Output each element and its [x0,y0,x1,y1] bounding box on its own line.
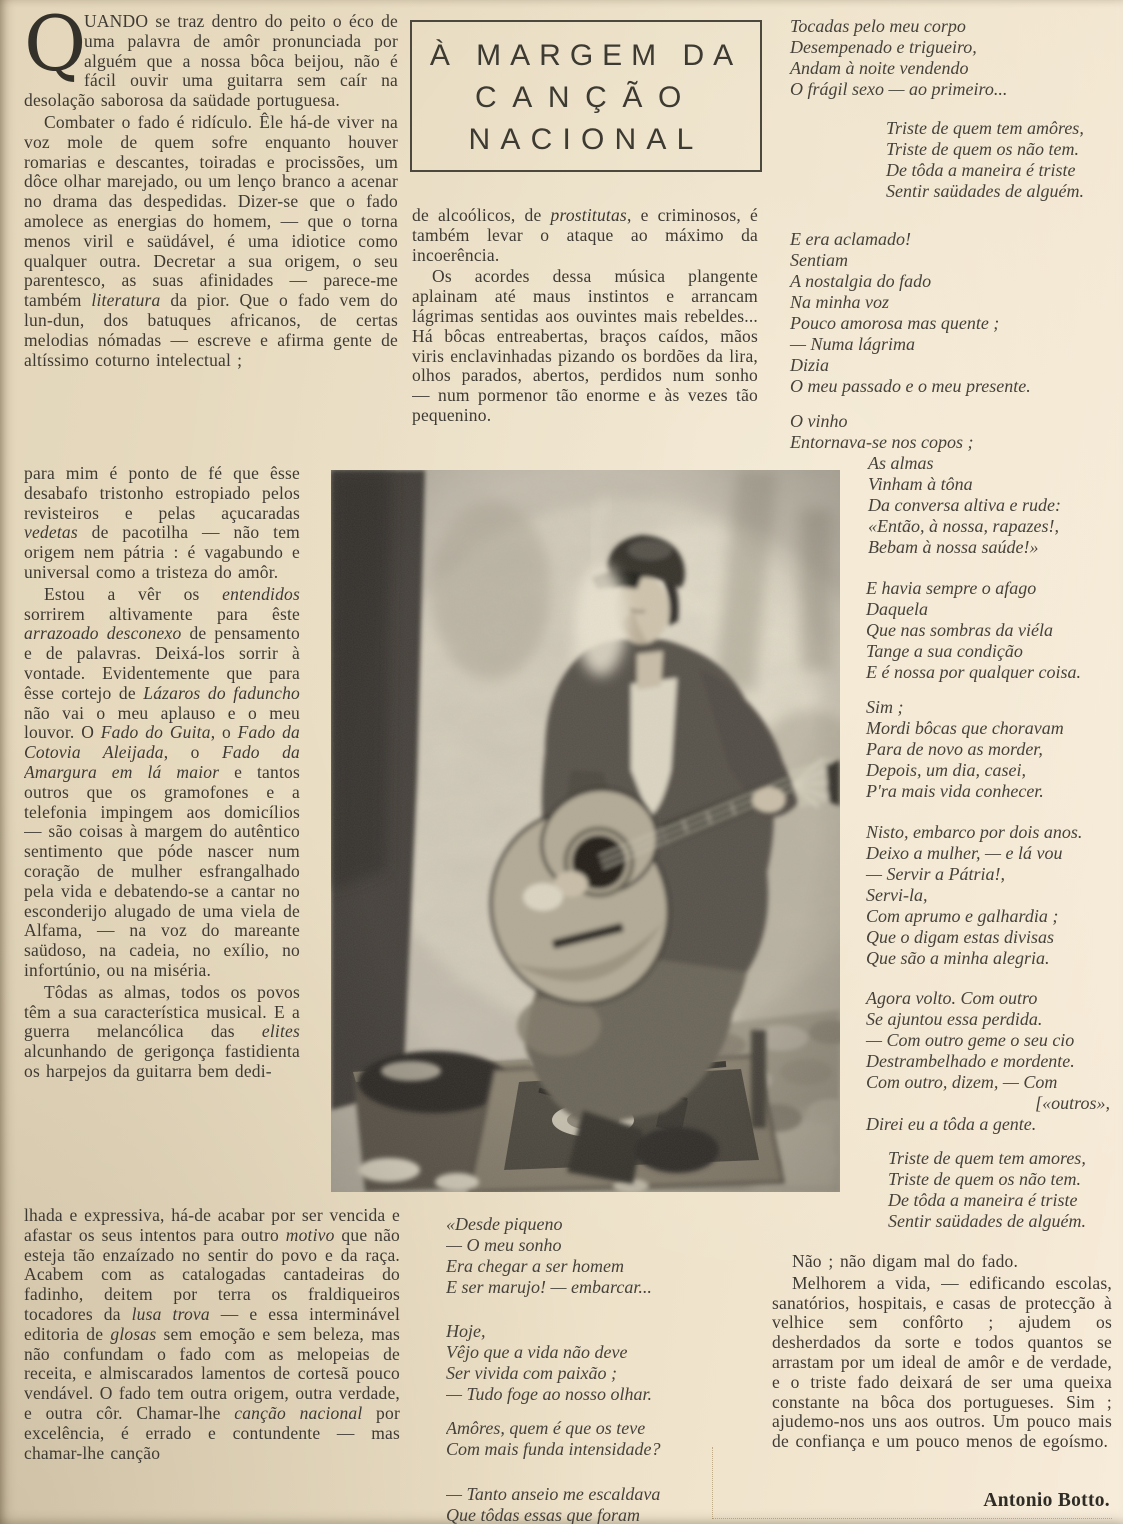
poem-line: E ser marujo! — embarcar... [446,1277,652,1297]
paragraph-estou: Estou a vêr os entendidos sorrirem altivamente para êste arrazoado desconexo de pensamento e de palavras. Deixá-los sorrir à vontade. Evidentemente que para êsse cortejo de Lázaros do faduncho não vai o meu aplauso e o meu louvor. O Fado do Guita, o Fado da Cotovia Aleijada, o Fado da Amargura em lá maior e tantos outros que os gramofones e a telefonia impingem aos domicílios — são coisas à margem do autêntico sentimento que póde nascer num coração de mulher esfrangalhado pela vida e debatendo-se a cantar no esconderijo alugado de uma viela de Alfama, — na voz do mareante saüdoso, na cadeia, no exílio, no infortúnio, ou na miséria. [24,583,300,980]
poem-line: Sim ; [866,697,904,717]
poem-line: Pouco amorosa mas quente ; [790,313,1000,333]
paragraph-todas: Tôdas as almas, todos os povos têm a sua característica musical. E a guerra melancólica das elites alcunhando de gerigonça fastidienta os harpejos da guitarra bem dedi- [24,981,300,1081]
poem-line: Tocadas pelo meu corpo [790,16,966,36]
poem-line: — Com outro geme o seu cio [866,1030,1075,1050]
poem-line: Que o digam estas divisas [866,927,1054,947]
center-poem-stanza-2 [446,1321,778,1405]
article-title-box [410,20,762,172]
poem-line: Com outro, dizem, — Com [866,1072,1058,1092]
poem-line: Triste de quem tem amôres, [886,118,1084,138]
poem-line: A nostalgia do fado [790,271,932,291]
center-poem-stanza-1 [446,1214,778,1298]
paragraph-acordes: Os acordes dessa música plangente aplainam até maus instintos e arrancam lágrimas sentidas aos ouvintes mais rebeldes... Há bôcas entreabertas, braços caídos, mãos viris enclavinhadas pizando os bordões da lira, olhos parados, abertos, perdidos num sonho — num pormenor tão enorme e às vezes tão pequenino. [412,266,758,425]
left-column-narrow [24,464,300,1206]
center-poem [446,1214,778,1524]
poem-line: Depois, um dia, casei, [866,760,1026,780]
right-poem-refrain-1 [886,118,1084,202]
poem-line: Servi-la, [866,885,928,905]
poem-line: De tôda a maneira é triste [886,160,1076,180]
poem-line: Triste de quem os não tem. [886,139,1079,159]
right-poem-stanza-6 [866,697,1064,802]
article-title-line-3: NACIONAL [468,123,704,156]
street-guitarist-photo-art [331,470,840,1192]
poem-line: Para de novo as morder, [866,739,1043,759]
poem-line: Hoje, [446,1321,486,1341]
poem-line: Que tôdas essas que foram [446,1505,640,1524]
street-guitarist-photo [331,470,840,1192]
center-poem-stanza-3 [446,1418,778,1460]
right-poem-stanza-3 [790,229,1031,397]
right-poem-stanza-4 [790,411,1061,558]
poem-line: Mordi bôcas que choravam [866,718,1064,738]
poem-line: Nisto, embarco por dois anos. [866,822,1083,842]
poem-line: Da conversa altiva e rude: [868,495,1061,515]
crop-mark-horizontal [712,1518,1112,1519]
poem-line: E era aclamado! [790,229,911,249]
poem-line: Triste de quem os não tem. [888,1169,1081,1189]
crop-mark-vertical [712,1447,713,1519]
right-poem-stanza-7 [866,822,1082,969]
poem-line: Deixo a mulher, — e lá vou [866,843,1063,863]
poem-line: «Desde piqueno [446,1214,563,1234]
poem-line: O frágil sexo — ao primeiro... [790,79,1008,99]
poem-line: Tange a sua condição [866,641,1023,661]
right-poem-refrain-2 [888,1148,1086,1232]
poem-line: Ser vivida com paixão ; [446,1363,617,1383]
closing-prose [772,1252,1112,1452]
poem-line: Andam à noite vendendo [790,58,969,78]
poem-line: Sentir saüdades de alguém. [886,181,1084,201]
poem-line: Se ajuntou essa perdida. [866,1009,1043,1029]
poem-line: Sentir saüdades de alguém. [888,1211,1086,1231]
paragraph-alcoolicos: de alcoólicos, de prostitutas, e criminosos, é também levar o ataque ao máximo da incoerência. [412,206,758,265]
poem-line: Que nas sombras da viéla [866,620,1053,640]
poem-line: Vinham à tôna [868,474,973,494]
poem-line: Destrambelhado e mordente. [866,1051,1075,1071]
poem-line: — Numa lágrima [790,334,916,354]
author-signature: Antonio Botto. [983,1490,1110,1511]
poem-line: Desempenado e trigueiro, [790,37,977,57]
poem-line: — Tanto anseio me escaldava [446,1484,661,1504]
poem-line: Que são a minha alegria. [866,948,1050,968]
paragraph-final: lhada e expressiva, há-de acabar por ser vencida e afastar os seus intentos para outro motivo que não esteja tão enzaízado no sentir do povo e da raça. Acabem com as catalogadas cantadeiras do fadinho, deitem por terra os fraldiqueiros tocadores da lusa trova — e essa interminável editoria de glosas sem emoção e sem beleza, mas não confundam o fado com as melopeias de receita, e almiscarados lamentos de cortesã pouco vendável. O fado tem outra origem, outra verdade, e outra côr. Chamar-lhe canção nacional por excelência, é errado e contundente — mas chamar-lhe canção [24,1206,400,1463]
right-poem-stanza-1 [790,16,1007,100]
poem-line: E havia sempre o afago [866,578,1037,598]
poem-line: Daquela [866,599,928,619]
poem-line: E é nossa por qualquer coisa. [866,662,1081,682]
poem-line: Vêjo que a vida não deve [446,1342,628,1362]
paragraph-narrow-tail: para mim é ponto de fé que êsse desabafo tristonho estropiado pelos revisteiros e pelas açucaradas vedetas de pacotilha — não tem origem nem pátria : é vagabundo e universal como a tristeza do amôr. [24,464,300,582]
poem-line: Com aprumo e galhardia ; [866,906,1059,926]
poem-line: P'ra mais vida conhecer. [866,781,1044,801]
poem-line: Com mais funda intensidade? [446,1439,661,1459]
center-column [412,206,758,468]
poem-line: — Servir a Pátria!, [866,864,1005,884]
left-column-top [24,0,398,370]
article-title-line-1: À MARGEM DA [429,39,743,72]
poem-line: Triste de quem tem amores, [888,1148,1086,1168]
poem-line: Bebam à nossa saúde!» [868,537,1039,557]
drop-cap: Q [24,0,87,88]
poem-line: O vinho [790,411,848,431]
opening-paragraph [24,0,398,111]
left-column-bottom [24,1206,400,1524]
poem-line: As almas [868,453,934,473]
closing-prose-p1: Não ; não digam mal do fado. [792,1251,1019,1271]
right-poem-stanza-5 [866,578,1081,683]
poem-line: «Então, à nossa, rapazes!, [868,516,1060,536]
poem-line: Sentiam [790,250,848,270]
poem-line: O meu passado e o meu presente. [790,376,1031,396]
poem-line: Entornava-se nos copos ; [790,432,974,452]
poem-line: Era chegar a ser homem [446,1256,624,1276]
article-title-line-2: CANÇÃO [475,81,697,114]
right-poem-stanza-8 [866,988,1114,1135]
poem-line: Na minha voz [790,292,889,312]
closing-prose-p2: Melhorem a vida, — edificando escolas, sanatórios, hospitais, e casas de protecção à velhice sem confôrto ; ajudem os desherdados da sorte e todos quantos se arrastam por um ideal de amôr e de verdade, e o triste fado deixará de ser uma queixa constante na bôca dos portugueses. Sim ; ajudemo-nos uns aos outros. Um pouco mais de confiança e um pouco menos de egoísmo. [772,1272,1112,1452]
paragraph-combater: Combater o fado é ridículo. Êle há-de viver na voz mole de quem sofre enquanto houver romarias e descantes, toiradas e procissões, um dôce olhar marejado, ou um lenço branco a acenar no drama das despedidas. Dizer-se que o fado amolece as energias do homem, — que o torna menos viril e saüdável, é uma idiotice como qualquer outra. Decretar a sua origem, o seu parentesco, as suas afinidades — parece-me também literatura da pior. Que o fado vem do lun-dun, dos batuques africanos, de certas melodias nómadas — escreve e afirma gente de altíssimo coturno intelectual ; [24,111,398,370]
opening-paragraph-text: UANDO se traz dentro do peito o éco de uma palavra de amôr pronunciada por alguém que a nossa bôca beijou, não é fácil ouvir uma guitarra sem caír na desolação saborosa da saüdade portuguesa. [24,11,398,111]
poem-line: De tôda a maneira é triste [888,1190,1078,1210]
poem-line: [«outros», [1035,1093,1110,1113]
poem-line: — Tudo foge ao nosso olhar. [446,1384,653,1404]
poem-line: Direi eu a tôda a gente. [866,1114,1037,1134]
poem-line: Dizia [790,355,830,375]
poem-line: Amôres, quem é que os teve [446,1418,646,1438]
poem-line: — O meu sonho [446,1235,562,1255]
poem-line: Agora volto. Com outro [866,988,1038,1008]
